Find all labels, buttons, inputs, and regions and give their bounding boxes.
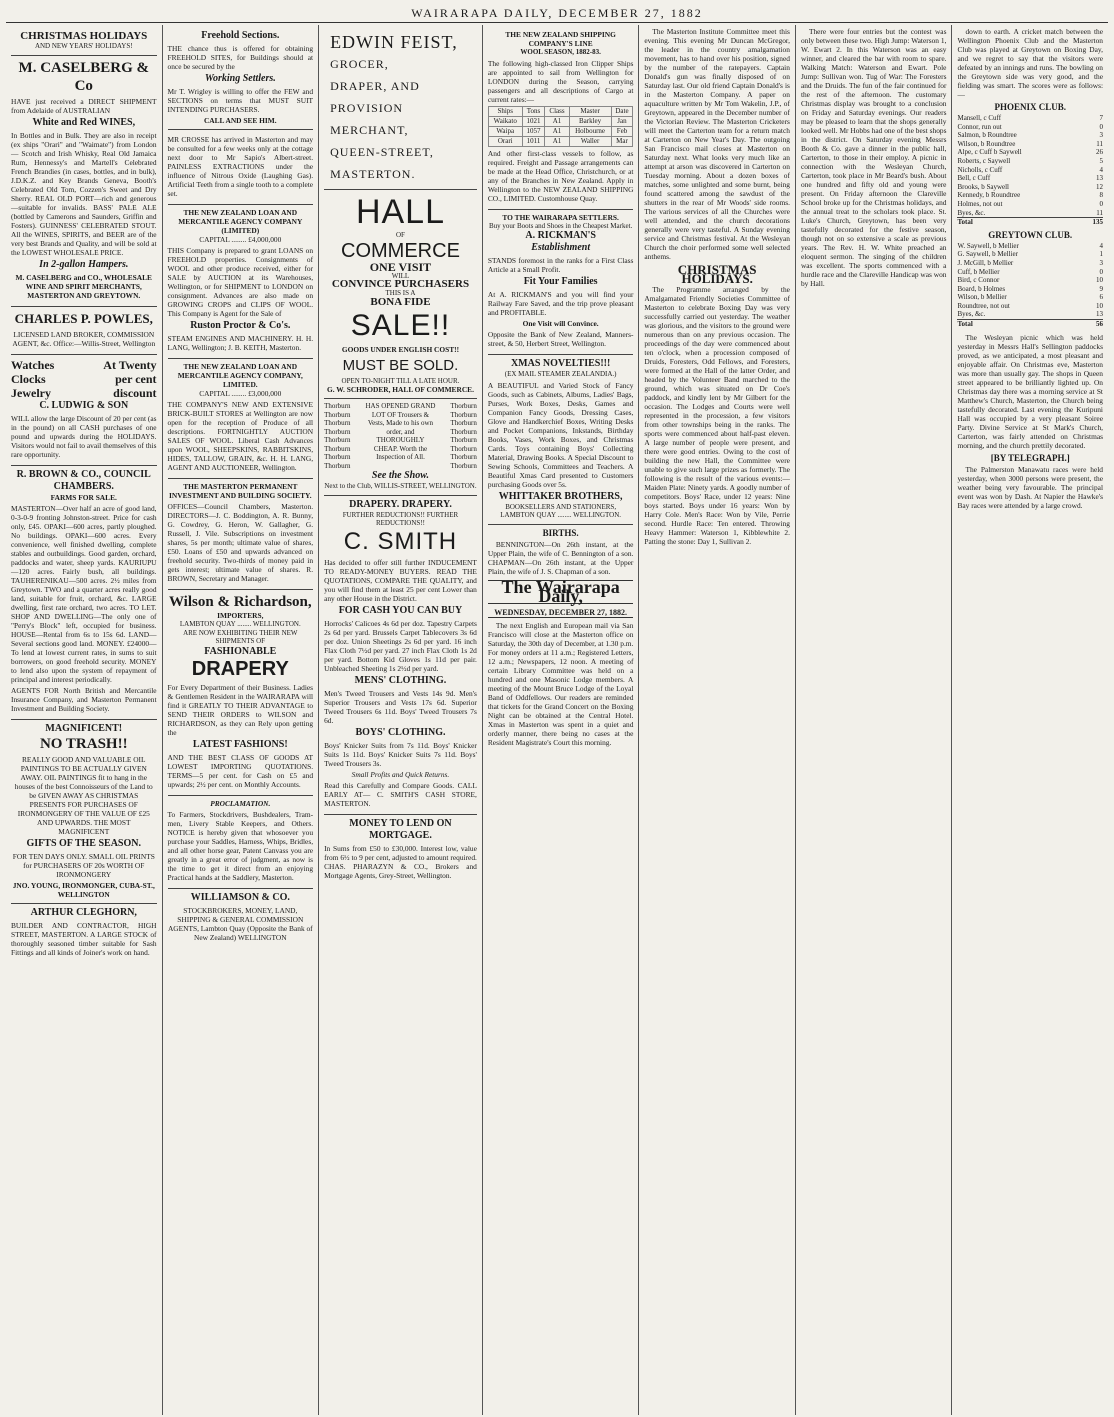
ad-firm: R. BROWN & CO., COUNCIL CHAMBERS.	[16, 468, 151, 492]
ad-subtitle: AND NEW YEARS' HOLIDAYS!	[34, 42, 133, 50]
ad-text-2: At A. RICKMAN'S and you will find your Railway Fare Saved, and the trip prove pleasant and PROFITABLE.	[487, 290, 634, 317]
ad-cta: CALL AND SEE HIM.	[203, 116, 277, 125]
ad-signature: JNO. YOUNG, IRONMONGER, CUBA-ST., WELLINGTON	[12, 880, 155, 899]
ad-more: FOR TEN DAYS ONLY. SMALL OIL PRINTS for PURCHASERS OF 20s WORTH OF IRONMONGERY	[12, 851, 155, 879]
score-row	[957, 174, 1103, 183]
player-name: G. Saywell, b Mellier	[957, 250, 1018, 259]
table-cell: Waller	[569, 136, 611, 146]
ad-text: The following high-classed Iron Clipper Ships are appointed to sail from Wellington for LONDON during the Season, carrying passengers and all descriptions of Cargo at current rates:—	[487, 58, 634, 104]
score-row	[957, 276, 1103, 285]
ad-title: MONEY TO LEND ON MORTGAGE.	[349, 817, 452, 841]
table-cell: 1057	[522, 126, 545, 136]
ad-wilson-richardson	[168, 590, 314, 796]
player-name: Mansell, c Cuff	[957, 114, 1002, 122]
table-cell: Jan	[611, 116, 633, 126]
player-name: Brooks, b Saywell	[957, 182, 1009, 191]
ad-title: THE NEW ZEALAND SHIPPING COMPANY'S LINE	[505, 30, 616, 48]
christmas-text: The Programme arranged by the Amalgamated Friendly Societies Committee of Masterton to celebrate Boxing Day was very successfully carried out yesterday. The weather was glorious, and the visitors to the ground were numerous than on any previous occasion. The proceedings of the day were commenced about ten o'clock, when a procession composed of Druids, Foresters, Odd Fellows, and Foresters, were formed at the Hall of the latter Order, and headed by the Volunteer Band marched to the ground, which was situated on Dr Coe's paddock, and kindly lent by Mr Gilbert for the occasion. The Lodges and Courts were well represented in the procession, a few visitors from other townships being in the ranks. The sports were commenced about half-past eleven. A large number of people were present, and there were good entries. Owing to the cost of building the new Hall, the Committee were unable to give such large prizes as formerly. The following is the result of the various events:— Maiden Plate: Ninety yards. A goodly number of competitors. Boys' Race, under 12 years: Nine boys started. Boys under 16 years: Won by Harry Cole. Men's Race: Won by Vile, Perrie second. Hurdle Race: Ten entered. Throwing Heavy Hammer: Waterson 1, Kibblewhite 2. Patting the stone: Day 1, Sullivan 2.	[644, 285, 790, 546]
ad-freehold-sections	[168, 27, 314, 130]
ad-text: Has decided to offer still further INDUCEMENT TO READY-MONEY BUYERS. READ THE QUOTATIONS, COMPARE THE QUALITY, and you will find them at least 25 per cent Lower than any other House in the District.	[324, 557, 477, 603]
ad-sub: (EX MAIL STEAMER ZEALANDIA.)	[504, 370, 617, 378]
ad-settlers: TO THE WAIRARAPA SETTLERS.	[502, 212, 619, 222]
player-name: Roundtree, not out	[957, 301, 1010, 310]
score-row	[957, 259, 1103, 268]
player-score: 0	[1099, 122, 1103, 131]
ad-visit: ONE VISIT	[369, 259, 432, 274]
player-score: 9	[1099, 284, 1103, 293]
ad-text: REALLY GOOD AND VALUABLE OIL PAINTINGS TO BE ACTUALLY GIVEN AWAY. OIL PAINTINGS fit to hang in the houses of the best Connoisseurs of the Land to be GIVEN AWAY AS CHRISTMAS PRESENTS FOR PURCHASES OF IRONMONGERY OF THE VALUE OF £25 AND UPWARDS. THE MOST MAGNIFICENT	[14, 754, 153, 836]
ad-firm: ARTHUR CLEGHORN,	[30, 906, 137, 918]
ad-edwin-feist	[324, 27, 477, 190]
player-name: Wilson, b Mellier	[957, 293, 1007, 302]
ad-heading: FARMS FOR SALE.	[50, 492, 117, 502]
ad-williamson	[168, 889, 314, 948]
player-score: 56	[1096, 320, 1103, 329]
feist-line-5: QUEEN-STREET,	[330, 145, 434, 159]
ad-name: Wilson & Richardson,	[168, 594, 312, 610]
ad-hall-of-commerce	[324, 190, 477, 399]
lead-article	[488, 621, 634, 747]
table-cell: 1021	[522, 116, 545, 126]
player-name: Board, b Holmes	[957, 284, 1006, 293]
ad-xmas-novelties	[488, 355, 634, 525]
team1-title: PHOENIX CLUB.	[994, 102, 1066, 112]
ad-text: ARE NOW EXHIBITING THEIR NEW SHIPMENTS OF	[183, 628, 298, 645]
ad-title: DRAPERY. DRAPERY.	[349, 498, 452, 510]
ad-name: CHARLES P. POWLES,	[14, 310, 153, 326]
christmas-article	[644, 285, 790, 546]
ad-profits: Small Profits and Quick Returns.	[351, 769, 450, 779]
ad-establishment: Establishment	[531, 242, 591, 253]
player-score: 10	[1096, 276, 1103, 285]
score-row	[957, 209, 1103, 218]
score-row	[957, 140, 1103, 149]
player-score: 4	[1099, 241, 1103, 250]
ad-building-society	[168, 479, 314, 590]
player-name: Roberts, c Saywell	[957, 156, 1011, 165]
cricket-text: down to earth. A cricket match between the Wellington Phoenix Club and the Masterton Club was played at Greytown on Boxing Day, and we regret to say that the visitors were defeated by an innings and runs. The bowling on the Greytown side was very good, and the fielding was smart. The scores were as follows:—	[957, 27, 1103, 99]
newspaper-flag: The Wairarapa Daily,	[488, 580, 634, 604]
table-cell: A1	[545, 136, 569, 146]
local-news-text: The Masterton Institute Committee meet this evening. This evening Mr Duncan McGregor, the leader in the country amalgamation movement, has to hand over his position, signed by the number of the ratepayers. Captain Donald's gun was finally disposed of on Saturday last. Our old friend Captain Donald's is in the Masterton Company. A paper on aquaculture written by Mr Tom Wakelin, J.P., of Greytown, appeared in the December number of the Victorian Review. The Masterton Cricketers will meet the Carterton team for a return match at Carterton on New Year's Day. The outgoing San Francisco mail closes at Masterton on Saturday next. What looks very much like an attempt at arson was discovered in Carterton on Tuesday morning. About a dozen boxes of matches, some unlighted and some burnt, being found scattered among the sawdust of the shutters in the rear of Mr Woods' side rooms. The various services of all the Churches were well attended, and the church decorations generally were very tasteful. A Sunday evening service and Christmas festival. At the Wesleyan Church the choir performed some well selected anthems.	[644, 27, 790, 261]
births-text	[488, 540, 634, 576]
ad-text: To Farmers, Stockdrivers, Bushdealers, Tram-men, Livery Stable Keepers, and Others. NOTICE is hereby given that whosoever you purchase your Saddles, Harness, Whips, Bridles, and all other horse gear, Patent Canvass you are greatly in a great error of judgment, as now is the time to get it direct from an enjoying Practical hands at the Saddlery, Masterton.	[167, 809, 314, 882]
player-name: J. McGill, b Mellier	[957, 258, 1014, 267]
telegraph-title: [BY TELEGRAPH.]	[990, 452, 1070, 463]
player-score: 13	[1096, 174, 1103, 183]
ad-young-ironmongery	[11, 720, 157, 904]
player-name: Wilson, b Roundtree	[957, 139, 1016, 148]
notes-article	[957, 333, 1103, 450]
score-row	[957, 166, 1103, 175]
ad-text-2: Mr T. Wrigley is willing to offer the FEW and SECTIONS on terms that MUST SUIT INTENDING PURCHASERS.	[167, 87, 314, 114]
ad-text: MR CROSSE has arrived in Masterton and may be consulted for a few weeks only at the cottage next door to Mr Sapio's Albert-street. PAINLESS EXTRACTIONS under the influence of Nitrous Oxide (Laughing Gas). Artificial Teeth from a single tooth to a complete set.	[167, 135, 314, 198]
player-score: 26	[1096, 148, 1103, 157]
ad-christmas-holidays	[11, 27, 157, 56]
player-name: Byes, &c.	[957, 310, 986, 319]
column-3	[319, 25, 483, 1415]
ad-agents: AGENTS FOR North British and Mercantile Insurance Company, and Masterton Permanent Investment and Building Society.	[11, 685, 157, 713]
ad-left-text: Watches Clocks Jewelry	[11, 357, 55, 400]
player-name: Total	[957, 320, 973, 329]
ad-loan-agency-1	[168, 205, 314, 359]
births-body: BENNINGTON—On 26th instant, at the Upper Plain, the wife of C. Bennington of a son. CHAPMAN—On 26th instant, at the Upper Plain, the wife of J. S. Chapman of a son.	[487, 539, 634, 576]
ad-address: BOOKSELLERS AND STATIONERS, LAMBTON QUAY ........ WELLINGTON.	[500, 502, 622, 519]
ad-title: THE MASTERTON PERMANENT INVESTMENT AND BUILDING SOCIETY.	[169, 482, 312, 500]
ad-goods: GOODS UNDER ENGLISH COST!!	[341, 344, 460, 354]
table-row	[488, 136, 633, 146]
table-cell: A1	[545, 126, 569, 136]
table-cell: Barkley	[569, 116, 611, 126]
ad-gifts: GIFTS OF THE SEASON.	[26, 837, 141, 849]
feist-line-4: PROVISION MERCHANT,	[330, 101, 409, 137]
player-score: 13	[1096, 310, 1103, 319]
score-row	[957, 310, 1103, 319]
ad-bona: BONA FIDE	[370, 295, 431, 308]
ad-boys-list: Boys' Knicker Suits from 7s 11d. Boys' Knicker Suits 1s 11d. Boys' Knicker Suits 7s 11d. Boys' Tweed Trousers 3s.	[324, 740, 477, 768]
score-row	[957, 114, 1103, 123]
ad-right-column: Thorburn Thorburn Thorburn Thorburn Thorburn Thorburn Thorburn Thorburn	[450, 402, 477, 470]
ad-text: BUILDER AND CONTRACTOR, HIGH STREET, MASTERTON. A LARGE STOCK of thoroughly seasoned timber suitable for Sash Fittings and all kinds of Joiner's work on hand.	[11, 920, 157, 957]
player-score: 11	[1096, 139, 1103, 148]
ad-must: MUST BE SOLD.	[342, 356, 459, 374]
ad-open: OPEN TO-NIGHT TILL A LATE HOUR.	[341, 376, 460, 385]
score-row	[957, 217, 1103, 227]
ad-sale: SALE!!	[350, 308, 451, 342]
player-name: Byes, &c.	[957, 208, 986, 217]
score-row	[957, 293, 1103, 302]
column-1	[6, 25, 163, 1415]
ad-left-column: Thorburn Thorburn Thorburn Thorburn Thorburn Thorburn Thorburn Thorburn	[324, 402, 351, 470]
ad-title: Freehold Sections.	[201, 30, 280, 41]
ad-text: THE COMPANY'S NEW AND EXTENSIVE BRICK-BUILT STORES at Wellington are now open for the reception of Produce of all descriptions. FORTNIGHTLY AUCTION SALES OF WOOL. Liberal Cash Advances upon WOOL, SHEEPSKINS, RABBITSKINS, HIDES, TALLOW, GRAIN, &c. H. H. LANG, AGENT AND AUCTIONEER, Wellington.	[167, 400, 314, 472]
births-title: BIRTHS.	[542, 527, 579, 538]
dateline: WEDNESDAY, DECEMBER 27, 1882.	[488, 608, 634, 618]
player-score: 7	[1099, 114, 1103, 122]
ad-c-smith	[324, 496, 477, 815]
ad-text: In Sums from £50 to £30,000. Interest low, value from 6½ to 9 per cent, adjusted to amount required. CHAS. PHARAZYN & CO., Brokers and Mortgage Agents, Grey-Street, Wellington.	[324, 843, 477, 880]
ad-heading: Ruston Proctor & Co's.	[190, 320, 291, 331]
ad-cash: FOR CASH YOU CAN BUY	[338, 604, 463, 616]
ad-text: LICENSED LAND BROKER, COMMISSION AGENT, &c. Office:—Willis-Street, Wellington	[12, 329, 156, 348]
table-cell: A1	[545, 116, 569, 126]
ad-text: STOCKBROKERS, MONEY, LAND, SHIPPING & GENERAL COMMISSION AGENTS, Lambton Quay (Opposite the Bank of New Zealand) WELLINGTON	[167, 905, 313, 942]
ad-firm: M. CASELBERG & Co	[18, 59, 149, 94]
ad-sub: FURTHER REDUCTIONS!! FURTHER REDUCTIONS!!	[342, 510, 459, 527]
player-score: 5	[1099, 156, 1103, 165]
ad-cta: One Visit will Convince.	[522, 319, 599, 328]
ad-hampers: In 2-gallon Hampers.	[39, 258, 129, 270]
table-cell: Mar	[611, 136, 633, 146]
player-name: Salmon, b Roundtree	[957, 131, 1017, 140]
ad-middle: HAS OPENED GRAND LOT OF Trousers & Vests, Made to his own order, and THOROUGHLY CHEAP. Worth the Inspection of All.	[365, 402, 436, 461]
sports-article	[801, 27, 947, 288]
ad-thorburn	[324, 399, 477, 496]
column-6	[796, 25, 953, 1415]
ad-shipping-company	[488, 27, 634, 210]
player-name: W. Saywell, b Mellier	[957, 241, 1019, 250]
player-score: 3	[1099, 258, 1103, 267]
ad-heading: Fit Your Families	[523, 276, 598, 287]
ad-powles	[11, 307, 157, 355]
score-row	[957, 200, 1103, 209]
cricket-article	[957, 27, 1103, 99]
ad-ludwig-watches	[11, 355, 157, 466]
score-row	[957, 157, 1103, 166]
column-5	[639, 25, 796, 1415]
ad-text-2: For Every Department of their Business. Ladies & Gentlemen Resident in the WAIRARAPA will find it GREATLY TO THEIR ADVANTAGE to SEND THEIR ORDERS to WILSON and RICHARDSON, as they can Rely upon getting the	[167, 682, 314, 737]
player-score: 10	[1096, 301, 1103, 310]
ad-hall: HALL	[355, 193, 445, 231]
ad-money-to-lend	[324, 815, 477, 886]
team2-scores	[957, 242, 1103, 329]
player-name: Total	[957, 218, 973, 227]
score-row	[957, 268, 1103, 277]
player-name: Holmes, not out	[957, 199, 1003, 208]
ad-body: In Bottles and in Bulk. They are also in receipt (ex ships "Orari" and "Waimate") from London — Scotch and Irish Whisky, Real Old Jamaica Rum, Hennessy's and Martell's Celebrated French Brandies (in cases, bottles, and in bulk), J.D.K.Z. and Key Brands Geneva, Booth's Celebrated Old Tom, Cozzen's Sweet and Dry Sherry. REAL OLD PORT—rich and generous—suitable for invalids. BASS' PALE ALE (bottled by Camerons and Saunders, Griffin and Fosters). GUINNESS' CELEBRATED STOUT. All the WINES, SPIRITS, and BEER are of the very best Brands and Quality, and will be sold at the LOWEST WHOLESALE PRICE.	[11, 130, 157, 257]
table-header: Ships	[488, 106, 522, 116]
feist-line-1: EDWIN FEIST,	[330, 32, 458, 52]
ad-text: OFFICES—Council Chambers, Masterton. DIRECTORS—J. C. Boddington, A. R. Bunny, G. Cowdrey, G. Heron, W. Gallagher, G. Russell, J. Vile. Subscriptions on investment shares, 5s per month; ultimate value of shares, £50. Loans of £50 and upwards advanced on freehold security. Two-thirds of money paid in gets interest; ultimate value of shares. R. BROWN, Secretary and Manager.	[167, 502, 314, 583]
ad-subheading: NO TRASH!!	[39, 735, 128, 752]
ad-subtitle: IMPORTERS,	[217, 611, 264, 620]
team1-scores	[957, 114, 1103, 227]
table-row	[488, 116, 633, 126]
table-cell: Waikato	[488, 116, 522, 126]
table-row	[488, 126, 633, 136]
ad-signature: G. W. SCHRODER, HALL OF COMMERCE.	[327, 385, 474, 394]
ad-cleghorn	[11, 904, 157, 963]
player-name: Connor, run out	[957, 122, 1002, 131]
ad-heading: Working Settlers.	[204, 73, 276, 84]
ad-text: A BEAUTIFUL and Varied Stock of Fancy Goods, such as Cabinets, Albums, Ladies' Bags, Purses, Work Boxes, Desks, Games and Companion Fancy Goods, Dressing Cases, Glove and Handkerchief Boxes, Writing Desks and Pocket Companions, Inkstands, Birthday Books, Vases, Work Boxes, and Christmas Cards. Toys containing Boys' Collecting Material, Drawing Books. A Special Discount to Sewing Schools, Committees and Teachers. A Beautiful Xmas Card presented to Customers purchasing Goods over 5s.	[487, 380, 634, 489]
player-name: Kennedy, b Roundtree	[957, 191, 1021, 200]
masthead: WAIRARAPA DAILY, DECEMBER 27, 1882	[6, 4, 1108, 23]
player-name: Bird, c Connor	[957, 276, 1000, 285]
table-cell: Holbourne	[569, 126, 611, 136]
player-score: 8	[1099, 191, 1103, 200]
ad-address: Opposite the Bank of New Zealand, Manners-street, & 50, Herbert Street, Wellington.	[487, 330, 634, 348]
ad-boys: BOYS' CLOTHING.	[355, 726, 446, 738]
player-score: 1	[1099, 250, 1103, 259]
table-cell: Feb	[611, 126, 633, 136]
ad-heading: White and Red WINES,	[32, 116, 136, 128]
player-score: 11	[1096, 208, 1103, 217]
ad-subtitle: WOOL SEASON, 1882-83.	[520, 48, 601, 56]
player-score: 6	[1099, 293, 1103, 302]
ad-of: OF	[395, 231, 405, 239]
player-name: Bell, c Cuff	[957, 174, 991, 183]
ad-commerce: COMMERCE	[341, 239, 460, 262]
ad-title: PROCLAMATION.	[210, 798, 271, 808]
score-row	[957, 148, 1103, 157]
ad-convince: CONVINCE PURCHASERS	[331, 278, 470, 290]
ad-firm: WHITTAKER BROTHERS,	[498, 490, 623, 502]
team2-title: GREYTOWN CLUB.	[988, 229, 1073, 240]
ad-see: See the Show.	[371, 470, 430, 481]
score-row	[957, 250, 1103, 259]
player-score: 0	[1099, 199, 1103, 208]
ad-name: C. SMITH	[343, 527, 458, 555]
ad-text: THE chance thus is offered for obtaining FREEHOLD SITES, for Buildings should at once be secured by the	[167, 44, 314, 71]
lead-text: The next English and European mail via San Francisco will close at the Masterton office on Saturday, the 30th day of December, at 1.30 p.m. For money orders at 11 a.m.; Registered Letters, 12 a.m.; Newspapers, 12 noon. A meeting of certain Library Committee was held on a hundred and one Masonic Lodge members. A meeting of the Mount Bruce Lodge of the Loyal Band of Oddfellows. Our readers are reminded that tickets for the Grand Concert on the Boxing Night can be obtained at the Central Hotel. Xmas in Masterton was spent in a quiet and orderly manner, there being no cases at the Resident Magistrate's Court this morning.	[487, 620, 634, 747]
ad-text: THIS Company is prepared to grant LOANS on FREEHOLD properties. Consignments of WOOL and other produce received, either for SALE by AUCTION at its Warehouses, Wellington, or for SHIPMENT to LONDON on consignment. Advances are also made on GROWING CROPS and CLIPS OF WOOL. This Company is Agent for the Sale of	[167, 246, 314, 318]
score-row	[957, 123, 1103, 132]
ad-brown-farms	[11, 466, 157, 720]
notes-text: The Wesleyan picnic which was held yesterday in Messrs Hall's Sellington paddocks proved, as we anticipated, a most pleasant and enjoyable affair. On Christmas eve, Masterton was more than usually gay. The shops in Queen street appeared to be brilliantly lighted up. On Christmas day there was a morning service at St Matthew's Church, Masterton, the Church being tastefully decorated. Last evening the Kuripuni Hall was occupied by a very pleasant Soiree Party. Divine Service at St Mark's Church, Carterton, was fairly attended on Christmas morning, and the church prettily decorated.	[957, 332, 1103, 450]
ad-list: Horrocks' Calicoes 4s 6d per doz. Tapestry Carpets 2s 6d per yard. Brussels Carpet Tablecovers 3s 6d per doz. Union Sheetings 2s 6d per yard. 16 inch Flax Cloth 7½d per yard. 27 inch Flax Cloth 1s 2d per yard. Bottom Kid Gloves 1s 11d per pair. Unbleached Sheeting 1s 2½d per yard.	[324, 618, 477, 673]
table-cell: 1011	[522, 136, 545, 146]
telegraph-text: The Palmerston Manawatu races were held yesterday, when 3000 persons were present, the weather being very favourable. The principal event was won by Dash. At Napier the Hawke's Bay races were attended by a large crowd.	[957, 464, 1103, 510]
ad-caselberg-wines	[11, 56, 157, 307]
ad-text: MASTERTON—Over half an acre of good land, 0-3-0-9 fronting Johnston-street. Price for cash only, £45. OPAKI—600 acres, partly ploughed. No buildings. OPAKI—600 acres. Every convenience, well finished dwelling, complete stables and outbuildings. Good garden, orchard, paddocks and water, sheep yards. KAURIUPU—120 acres. Fairly bush, all buildings. TAUHERENIKAU—500 acres. 2½ miles from Greytown. TWO and a quarter acres really good land, suitable for fruit, orchard, &c. LARGE dwelling, first rate orchard, two acres. TO LET. SHOP AND DWELLING—The only one of "Perry's Block" left, occupied for business. HOUSE—Rental from 6s to 15s 6d. LAND—Several sections good land. MONEY. £24000—To lend at lowest current rates, in sums to suit borrowers, on good freehold security. MONEY to lend also upon the system of repayment of principal and interest periodically.	[11, 503, 157, 684]
ad-right-text: At Twenty per cent discount	[103, 357, 157, 400]
player-score: 12	[1096, 182, 1103, 191]
score-row	[957, 183, 1103, 192]
shipping-table	[488, 106, 634, 147]
score-row	[957, 302, 1103, 311]
ad-text-3: AND THE BEST CLASS OF GOODS AT LOWEST IMPORTING QUOTATIONS. TERMS—5 per cent. for Cash on £5 and upwards; 2½ per cent. on Monthly Accounts.	[167, 752, 314, 789]
score-row	[957, 191, 1103, 200]
score-row	[957, 285, 1103, 294]
ad-heading: MAGNIFICENT!	[45, 722, 123, 734]
local-news	[644, 27, 790, 261]
ad-mens-list: Men's Tweed Trousers and Vests 14s 9d. Men's Superior Trousers and Vests 17s 6d. Superior Tweed Trousers 6s 11d. Boys' Tweed Trousers 7s 6d.	[324, 688, 477, 725]
player-score: 3	[1099, 131, 1103, 140]
ad-text-2: And other first-class vessels to follow, as required. Freight and Passage arrangements can be made at the Head Office, Christchurch, or at any of the Branches in New Zealand. Apply in Wellington to the NEW ZEALAND SHIPPING CO., LIMITED. Customhouse Quay.	[487, 148, 634, 203]
ad-tail: STEAM ENGINES AND MACHINERY. H. H. LANG, Wellington; J. B. KEITH, Masterton.	[167, 334, 314, 352]
ad-firm: C. LUDWIG & SON	[39, 399, 129, 411]
ad-address: Next to the Club, WILLIS-STREET, WELLINGTON.	[324, 482, 477, 490]
ad-title: THE NEW ZEALAND LOAN AND MERCANTILE AGENCY COMPANY (LIMITED)	[178, 208, 303, 235]
table-header: Tons	[522, 106, 545, 116]
ad-name: WILLIAMSON & CO.	[190, 891, 290, 903]
feist-line-6: MASTERTON.	[330, 167, 416, 181]
ad-title: CHRISTMAS HOLIDAYS	[20, 30, 148, 42]
player-score: 4	[1099, 165, 1103, 174]
ad-signature: M. CASELBERG and CO., WHOLESALE WINE AND SPIRIT MERCHANTS, MASTERTON AND GREYTOWN.	[15, 272, 152, 300]
ad-title: THE NEW ZEALAND LOAN AND MERCANTILE AGENCY COMPANY, LIMITED.	[177, 362, 303, 389]
telegraph-article	[957, 465, 1103, 510]
column-2	[163, 25, 320, 1415]
ad-rickman	[488, 210, 634, 356]
ad-tail: Read this Carefully and Compare Goods. CALL EARLY AT— C. SMITH'S CASH STORE, MASTERTON.	[324, 780, 477, 808]
feist-line-2: GROCER,	[330, 57, 389, 71]
ad-settlers-text: Buy your Boots and Shoes in the Cheapest Market.	[488, 221, 633, 230]
ad-this: THIS IS A	[385, 289, 416, 297]
table-header: Date	[611, 106, 633, 116]
ad-will: WILL	[391, 271, 410, 280]
ad-crosse-dentist	[168, 130, 314, 205]
ad-mens: MENS' CLOTHING.	[354, 674, 447, 686]
player-score: 135	[1092, 218, 1103, 227]
player-score: 0	[1099, 267, 1103, 276]
score-row	[957, 131, 1103, 140]
player-name: Alpe, c Cuff b Saywell	[957, 148, 1022, 157]
player-name: Cuff, b Mellier	[957, 267, 1000, 276]
ad-title: XMAS NOVELTIES!!!	[510, 358, 611, 369]
ad-latest: LATEST FASHIONS!	[192, 738, 288, 750]
ad-text: WILL allow the large Discount of 20 per cent (as in the pound) on all CASH purchases of one pound and upwards during the HOLIDAYS. Visitors would not fail to avail themselves of this rare opportunity.	[11, 413, 157, 459]
column-4	[483, 25, 640, 1415]
table-cell: Waipa	[488, 126, 522, 136]
section-title: CHRISTMAS HOLIDAYS.	[677, 262, 757, 286]
ad-location: LAMBTON QUAY ........ WELLINGTON.	[179, 620, 301, 628]
score-row	[957, 319, 1103, 329]
table-header-row	[488, 106, 633, 116]
ad-drapery: DRAPERY	[191, 657, 289, 680]
columns	[6, 25, 1108, 1415]
table-header: Master	[569, 106, 611, 116]
score-row	[957, 242, 1103, 251]
feist-line-3: DRAPER, AND	[330, 79, 420, 93]
ad-loan-agency-2	[168, 359, 314, 479]
ad-fashionable: FASHIONABLE	[204, 645, 277, 657]
table-cell: Orari	[488, 136, 522, 146]
ad-proclamation	[168, 796, 314, 889]
ad-capital: CAPITAL ........ £4,000,000	[199, 235, 282, 244]
ad-name: A. RICKMAN'S	[525, 230, 596, 241]
column-7	[952, 25, 1108, 1415]
sports-text: There were four entries but the contest was only between these two. High Jump: Waterson 1, W. Ewart 2. In this Waterson was an easy winner, and cleared the bar with room to spare. Walking Match: Waterson and Ewart. Pole Jump: Sullivan won. Tug of War: The Foresters and the Druids. The fun of the fair continued for the rest of the afternoon. The customary Christmas display was brought to a conclusion on Friday and Saturday evenings. Our readers may be pleased to learn that the shops generally looked well. Mr Hobbs had one of the best shops in the district. On Saturday evening Messrs Booth & Co. gave a dinner in the public hall, Carterton, to those in their employ. A picnic in connection with the Wesleyan Church, Carterton, took place in Mr Beard's bush. About one hundred and fifty old and young were present. On Friday afternoon the Clareville School broke up for the Christmas holidays, and the annual treat to the scholars took place. St. Luke's Church, Greytown, has been very tastefully decorated for the festive season, though not on so extensive a scale as previous years. The Rev. H. W. White preached an eloquent sermon. The singing of the children was excellent. The sports commenced with a hurdle race and the Clareville Handicap was won by Hall.	[800, 27, 947, 288]
ad-text: HAVE just received a DIRECT SHIPMENT from Adelaide of AUSTRALIAN	[11, 96, 157, 115]
player-name: Nicholls, c Cuff	[957, 165, 1003, 174]
ad-text: STANDS foremost in the ranks for a First Class Article at a Small Profit.	[487, 256, 634, 274]
table-header: Class	[545, 106, 569, 116]
ad-capital: CAPITAL ........ £3,000,000	[199, 389, 282, 398]
